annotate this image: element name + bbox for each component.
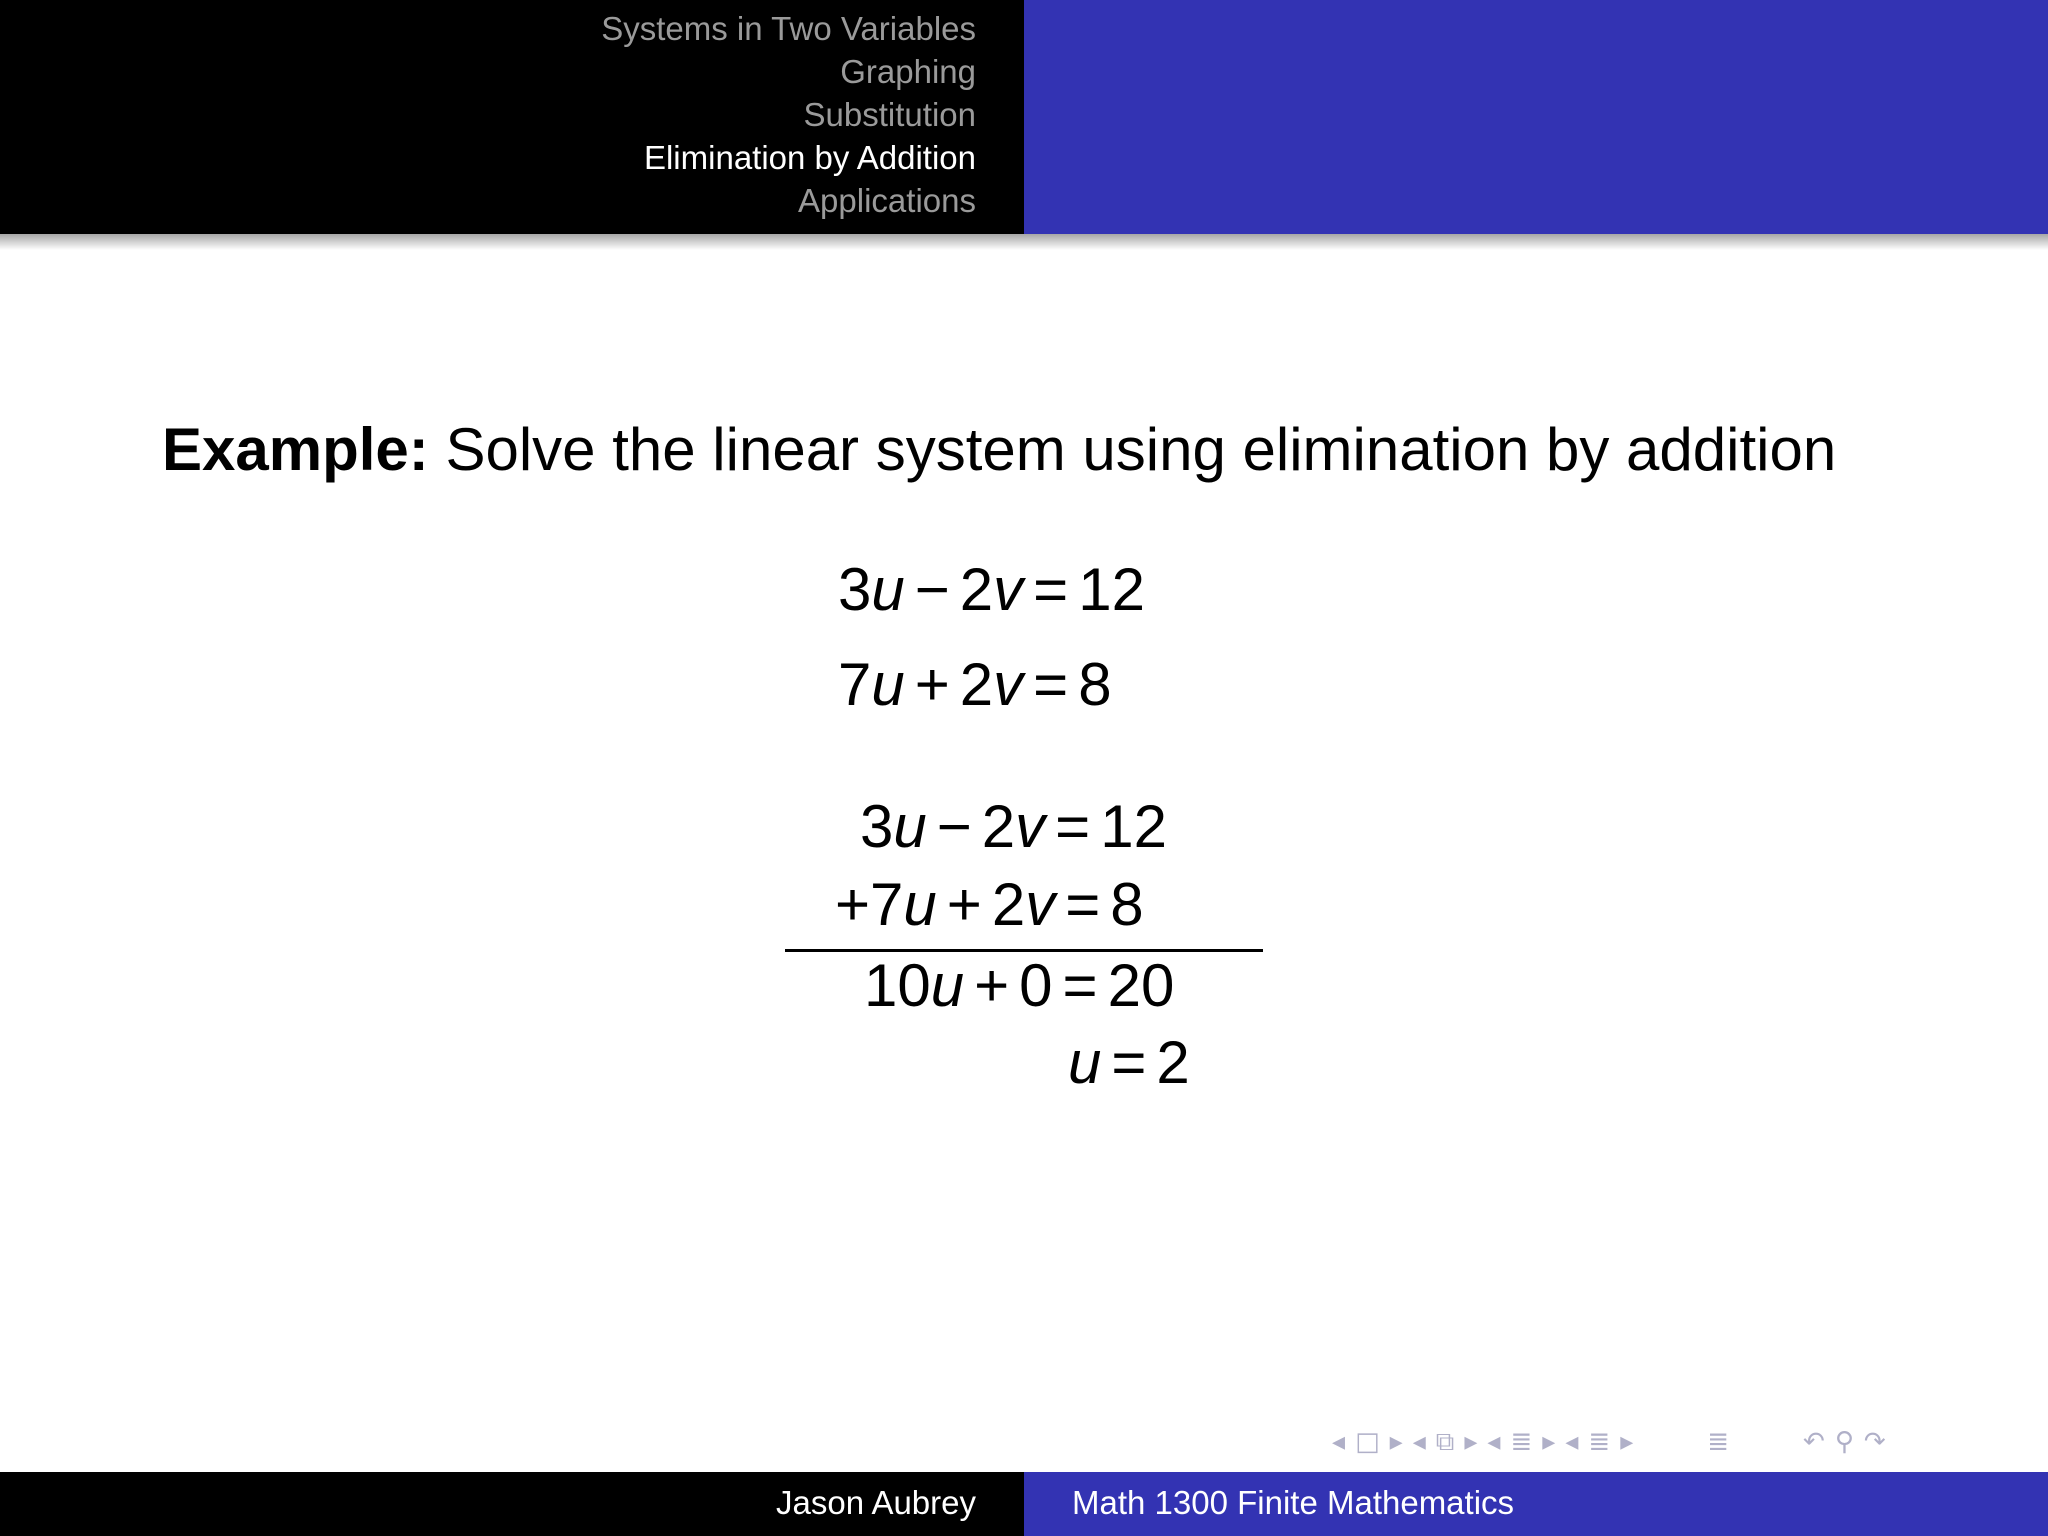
footer-author-panel bbox=[0, 1472, 1024, 1536]
header-nav-panel bbox=[0, 0, 1024, 234]
slide-footer bbox=[0, 1472, 2048, 1536]
section-icon[interactable]: ≣ bbox=[1510, 1427, 1533, 1457]
frame-prev-icon[interactable]: ◂ bbox=[1332, 1427, 1346, 1457]
document-prev-icon[interactable]: ◂ bbox=[1565, 1427, 1579, 1457]
system-equation-2: 7u + 2v = 8 bbox=[838, 651, 1112, 718]
frame-next-icon[interactable]: ▸ bbox=[1389, 1427, 1403, 1457]
nav-item-substitution[interactable]: Substitution bbox=[803, 96, 976, 133]
subsection-prev-icon[interactable]: ◂ bbox=[1412, 1427, 1426, 1457]
equation-system bbox=[838, 556, 1145, 750]
search-icon[interactable]: ⚲ bbox=[1834, 1427, 1854, 1457]
system-equation-1: 3u − 2v = 12 bbox=[838, 556, 1145, 623]
example-heading bbox=[162, 415, 1836, 484]
back-icon[interactable]: ↶ bbox=[1803, 1427, 1825, 1457]
header-shadow bbox=[0, 234, 2048, 250]
work-row-1: 3u − 2v = 12 bbox=[860, 793, 1167, 860]
subsection-next-icon[interactable]: ▸ bbox=[1464, 1427, 1478, 1457]
section-next-icon[interactable]: ▸ bbox=[1542, 1427, 1556, 1457]
header-blue-panel bbox=[1024, 0, 2048, 234]
frame-icon[interactable]: □ bbox=[1355, 1427, 1380, 1457]
forward-icon[interactable]: ↷ bbox=[1863, 1427, 1886, 1457]
section-prev-icon[interactable]: ◂ bbox=[1487, 1427, 1501, 1457]
slide-header bbox=[0, 0, 2048, 234]
nav-item-applications[interactable]: Applications bbox=[798, 182, 976, 219]
document-icon[interactable]: ≣ bbox=[1588, 1427, 1611, 1457]
section-nav-list bbox=[601, 7, 976, 222]
work-row-2: +7u + 2v = 8 bbox=[835, 871, 1144, 938]
nav-item-elimination[interactable]: Elimination by Addition bbox=[643, 139, 976, 176]
work-sum-row: 10u + 0 = 20 bbox=[864, 952, 1175, 1019]
document-next-icon[interactable]: ▸ bbox=[1620, 1427, 1634, 1457]
footer-course: Math 1300 Finite Mathematics bbox=[1072, 1484, 1515, 1521]
footer-author: Jason Aubrey bbox=[776, 1484, 976, 1521]
work-result-row: u = 2 bbox=[1068, 1029, 1190, 1096]
nav-item-graphing[interactable]: Graphing bbox=[840, 53, 976, 90]
example-text: Solve the linear system using elimination by addition bbox=[445, 416, 1837, 483]
beamer-navigation bbox=[1332, 1424, 2032, 1460]
appendix-icon[interactable]: ≣ bbox=[1707, 1427, 1730, 1457]
nav-item-systems[interactable]: Systems in Two Variables bbox=[601, 10, 976, 47]
example-label: Example: bbox=[162, 416, 429, 483]
subsection-icon[interactable]: ⧉ bbox=[1435, 1426, 1455, 1457]
sum-rule-line bbox=[785, 949, 1263, 952]
footer-course-panel bbox=[1024, 1472, 2048, 1536]
